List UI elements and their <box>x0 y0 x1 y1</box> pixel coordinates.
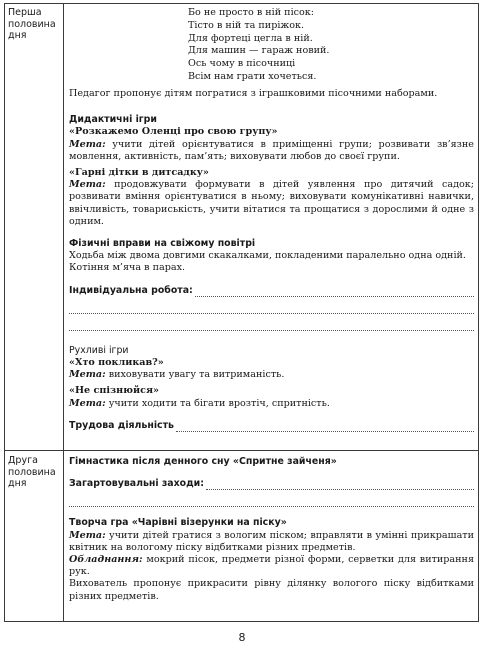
physical-heading: Фізичні вправи на свіжому повітрі <box>69 238 256 250</box>
first-half-label <box>8 7 60 42</box>
plan-table <box>4 3 479 622</box>
creative-game-title: Творча гра «Чарівні візерунки на піску» <box>69 517 287 529</box>
dotted-line <box>69 495 474 507</box>
goal-label: Мета: <box>69 369 106 381</box>
intro-text: Педагог пропонує дітям погратися з іграшковими пісочними наборами. <box>69 88 438 99</box>
second-half-label-line: половина <box>8 466 56 478</box>
game-goal <box>69 139 474 163</box>
second-half-label <box>8 455 60 490</box>
second-half-label-line: Друга <box>8 455 38 466</box>
poem-line: Бо не просто в ній пісок: <box>188 7 315 18</box>
equipment-text: мокрий пісок, предмети різної форми, серветки для витирання рук. <box>69 554 474 578</box>
game-goal <box>69 530 474 554</box>
second-half-label-line: дня <box>8 478 27 489</box>
poem-line: Для машин — гараж новий. <box>188 45 330 57</box>
second-half-content <box>69 456 474 603</box>
goal-text: продовжувати формувати в дітей уявлення про дитячий садок; розвивати вміння орієнтуватися в ньому; виховувати комунікативні навички, ввічливість, товариськість, учити вітатися та прощатися з дорослими й одне з одним. <box>69 179 474 227</box>
goal-label: Мета: <box>69 397 106 409</box>
goal-text: учити дітей гратися з вологим піском; вправляти в умінні прикрашати квітник на вологому піску відбитками різних предметів. <box>69 529 474 553</box>
poem <box>188 7 329 84</box>
poem-line: Для фортеці цегла в ній. <box>188 32 313 44</box>
first-half-label-line: дня <box>8 30 27 41</box>
dotted-line <box>69 319 474 331</box>
equipment <box>69 554 474 578</box>
poem-line: Тісто в ній та пиріжок. <box>188 19 305 31</box>
poem-line: Всім нам грати хочеться. <box>188 70 317 82</box>
dotted-line <box>176 422 474 432</box>
game-title: «Хто покликав?» <box>69 357 164 369</box>
labor-row <box>69 420 474 432</box>
poem-line: Ось чому в пісочниці <box>188 58 296 70</box>
gymnastics-heading: Гімнастика після денного сну «Спритне зайченя» <box>69 456 337 467</box>
first-half-label-line: половина <box>8 18 56 30</box>
first-half-label-line: Перша <box>8 7 42 18</box>
physical-text: Ходьба між двома довгими скакалками, покладеними паралельно одна одній. Котіння м’яча в парах. <box>69 250 466 274</box>
individual-work-row <box>69 285 474 297</box>
labor-label: Трудова діяльність <box>69 419 174 431</box>
column-divider <box>63 4 64 621</box>
equipment-label: Обладнання: <box>69 554 143 566</box>
dotted-line <box>206 480 474 490</box>
game-goal <box>69 369 474 381</box>
first-half-content <box>69 88 474 432</box>
goal-label: Мета: <box>69 179 106 191</box>
dotted-line <box>195 287 474 297</box>
active-games-heading: Рухливі ігри <box>69 344 129 356</box>
individual-work-label: Індивідуальна робота: <box>69 284 193 296</box>
closing-text: Вихователь пропонує прикрасити рівну ділянку вологого піску відбитками різних предметів. <box>69 578 474 602</box>
didactic-heading: Дидактичні ігри <box>69 114 157 126</box>
game-title: «Не спізнюйся» <box>69 385 160 397</box>
hardening-label: Загартовувальні заходи: <box>69 478 204 490</box>
game-title: «Розкажемо Оленці про свою групу» <box>69 126 278 138</box>
goal-label: Мета: <box>69 529 106 541</box>
hardening-row <box>69 478 474 490</box>
game-goal <box>69 179 474 228</box>
goal-text: учити ходити та бігати врозтіч, спритність. <box>108 397 330 409</box>
dotted-line <box>69 302 474 314</box>
game-title: «Гарні дітки в дитсадку» <box>69 167 209 179</box>
page-number: 8 <box>238 631 246 644</box>
goal-text: виховувати увагу та витриманість. <box>108 369 285 381</box>
game-goal <box>69 398 474 410</box>
row-divider <box>5 450 478 451</box>
goal-label: Мета: <box>69 138 106 150</box>
goal-text: учити дітей орієнтуватися в приміщенні групи; розвивати зв’язне мовлення, активність, пам’ять; виховувати любов до своєї групи. <box>69 138 474 162</box>
